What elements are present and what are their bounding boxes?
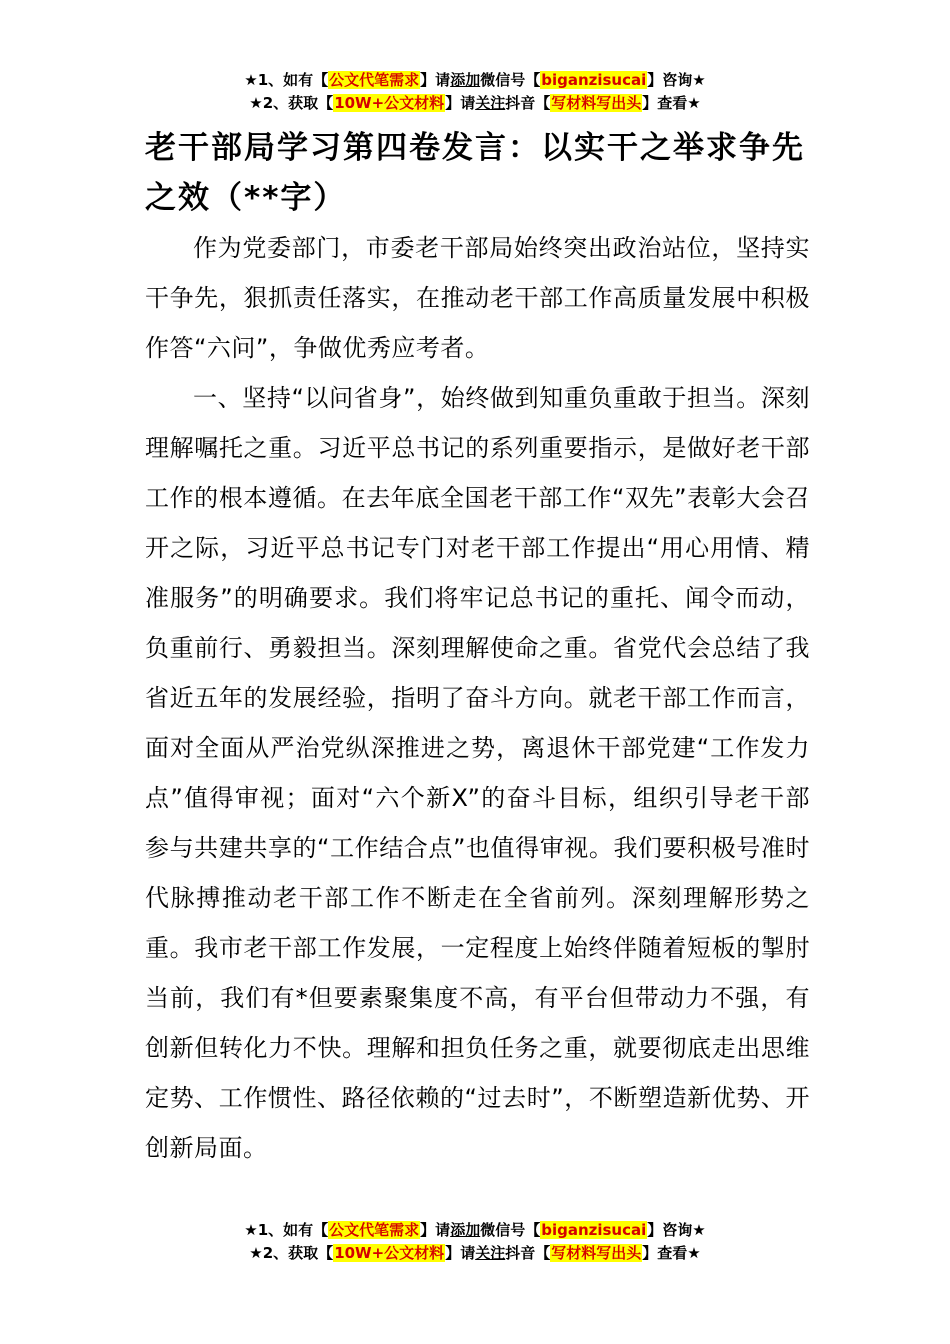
highlight-douyin: 写材料写出头 bbox=[551, 1244, 642, 1262]
highlight-materials: 10W+公文材料 bbox=[334, 94, 445, 112]
header-banner bbox=[0, 69, 950, 115]
highlight-wechat-id: biganzisucai bbox=[541, 71, 647, 89]
highlight-service: 公文代笔需求 bbox=[329, 1221, 420, 1239]
highlight-douyin: 写材料写出头 bbox=[551, 94, 642, 112]
footer-banner bbox=[0, 1219, 950, 1265]
document-body bbox=[145, 123, 810, 1173]
banner-line-2: ★2、获取【10W+公文材料】请关注抖音【写材料写出头】查看★ bbox=[249, 94, 701, 112]
banner-line-1: ★1、如有【公文代笔需求】请添加微信号【biganzisucai】咨询★ bbox=[244, 71, 706, 89]
highlight-service: 公文代笔需求 bbox=[329, 71, 420, 89]
highlight-wechat-id: biganzisucai bbox=[541, 1221, 647, 1239]
banner-line-2: ★2、获取【10W+公文材料】请关注抖音【写材料写出头】查看★ bbox=[249, 1244, 701, 1262]
intro-paragraph: 作为党委部门，市委老干部局始终突出政治站位，坚持实干争先，狠抓责任落实，在推动老干部工作高质量发展中积极作答“六问”，争做优秀应考者。 bbox=[145, 234, 810, 362]
highlight-materials: 10W+公文材料 bbox=[334, 1244, 445, 1262]
banner-line-1: ★1、如有【公文代笔需求】请添加微信号【biganzisucai】咨询★ bbox=[244, 1221, 706, 1239]
document-title: 老干部局学习第四卷发言：以实干之举求争先之效（**字） bbox=[145, 130, 805, 216]
section-one-paragraph: 一、坚持“以问省身”，始终做到知重负重敢于担当。深刻理解嘱托之重。习近平总书记的系列重要指示，是做好老干部工作的根本遵循。在去年底全国老干部工作“双先”表彰大会召开之际，习近平总书记专门对老干部工作提出“用心用情、精准服务”的明确要求。我们将牢记总书记的重托、闻令而动，负重前行、勇毅担当。深刻理解使命之重。省党代会总结了我省近五年的发展经验，指明了奋斗方向。就老干部工作而言，面对全面从严治党纵深推进之势，离退休干部党建“工作发力点”值得审视；面对“六个新X”的奋斗目标，组织引导老干部参与共建共享的“工作结合点”也值得审视。我们要积极号准时代脉搏推动老干部工作不断走在全省前列。深刻理解形势之重。我市老干部工作发展，一定程度上始终伴随着短板的掣肘当前，我们有*但要素聚集度不高，有平台但带动力不强，有创新但转化力不快。理解和担负任务之重，就要彻底走出思维定势、工作惯性、路径依赖的“过去时”，不断塑造新优势、开创新局面。 bbox=[145, 384, 810, 1162]
